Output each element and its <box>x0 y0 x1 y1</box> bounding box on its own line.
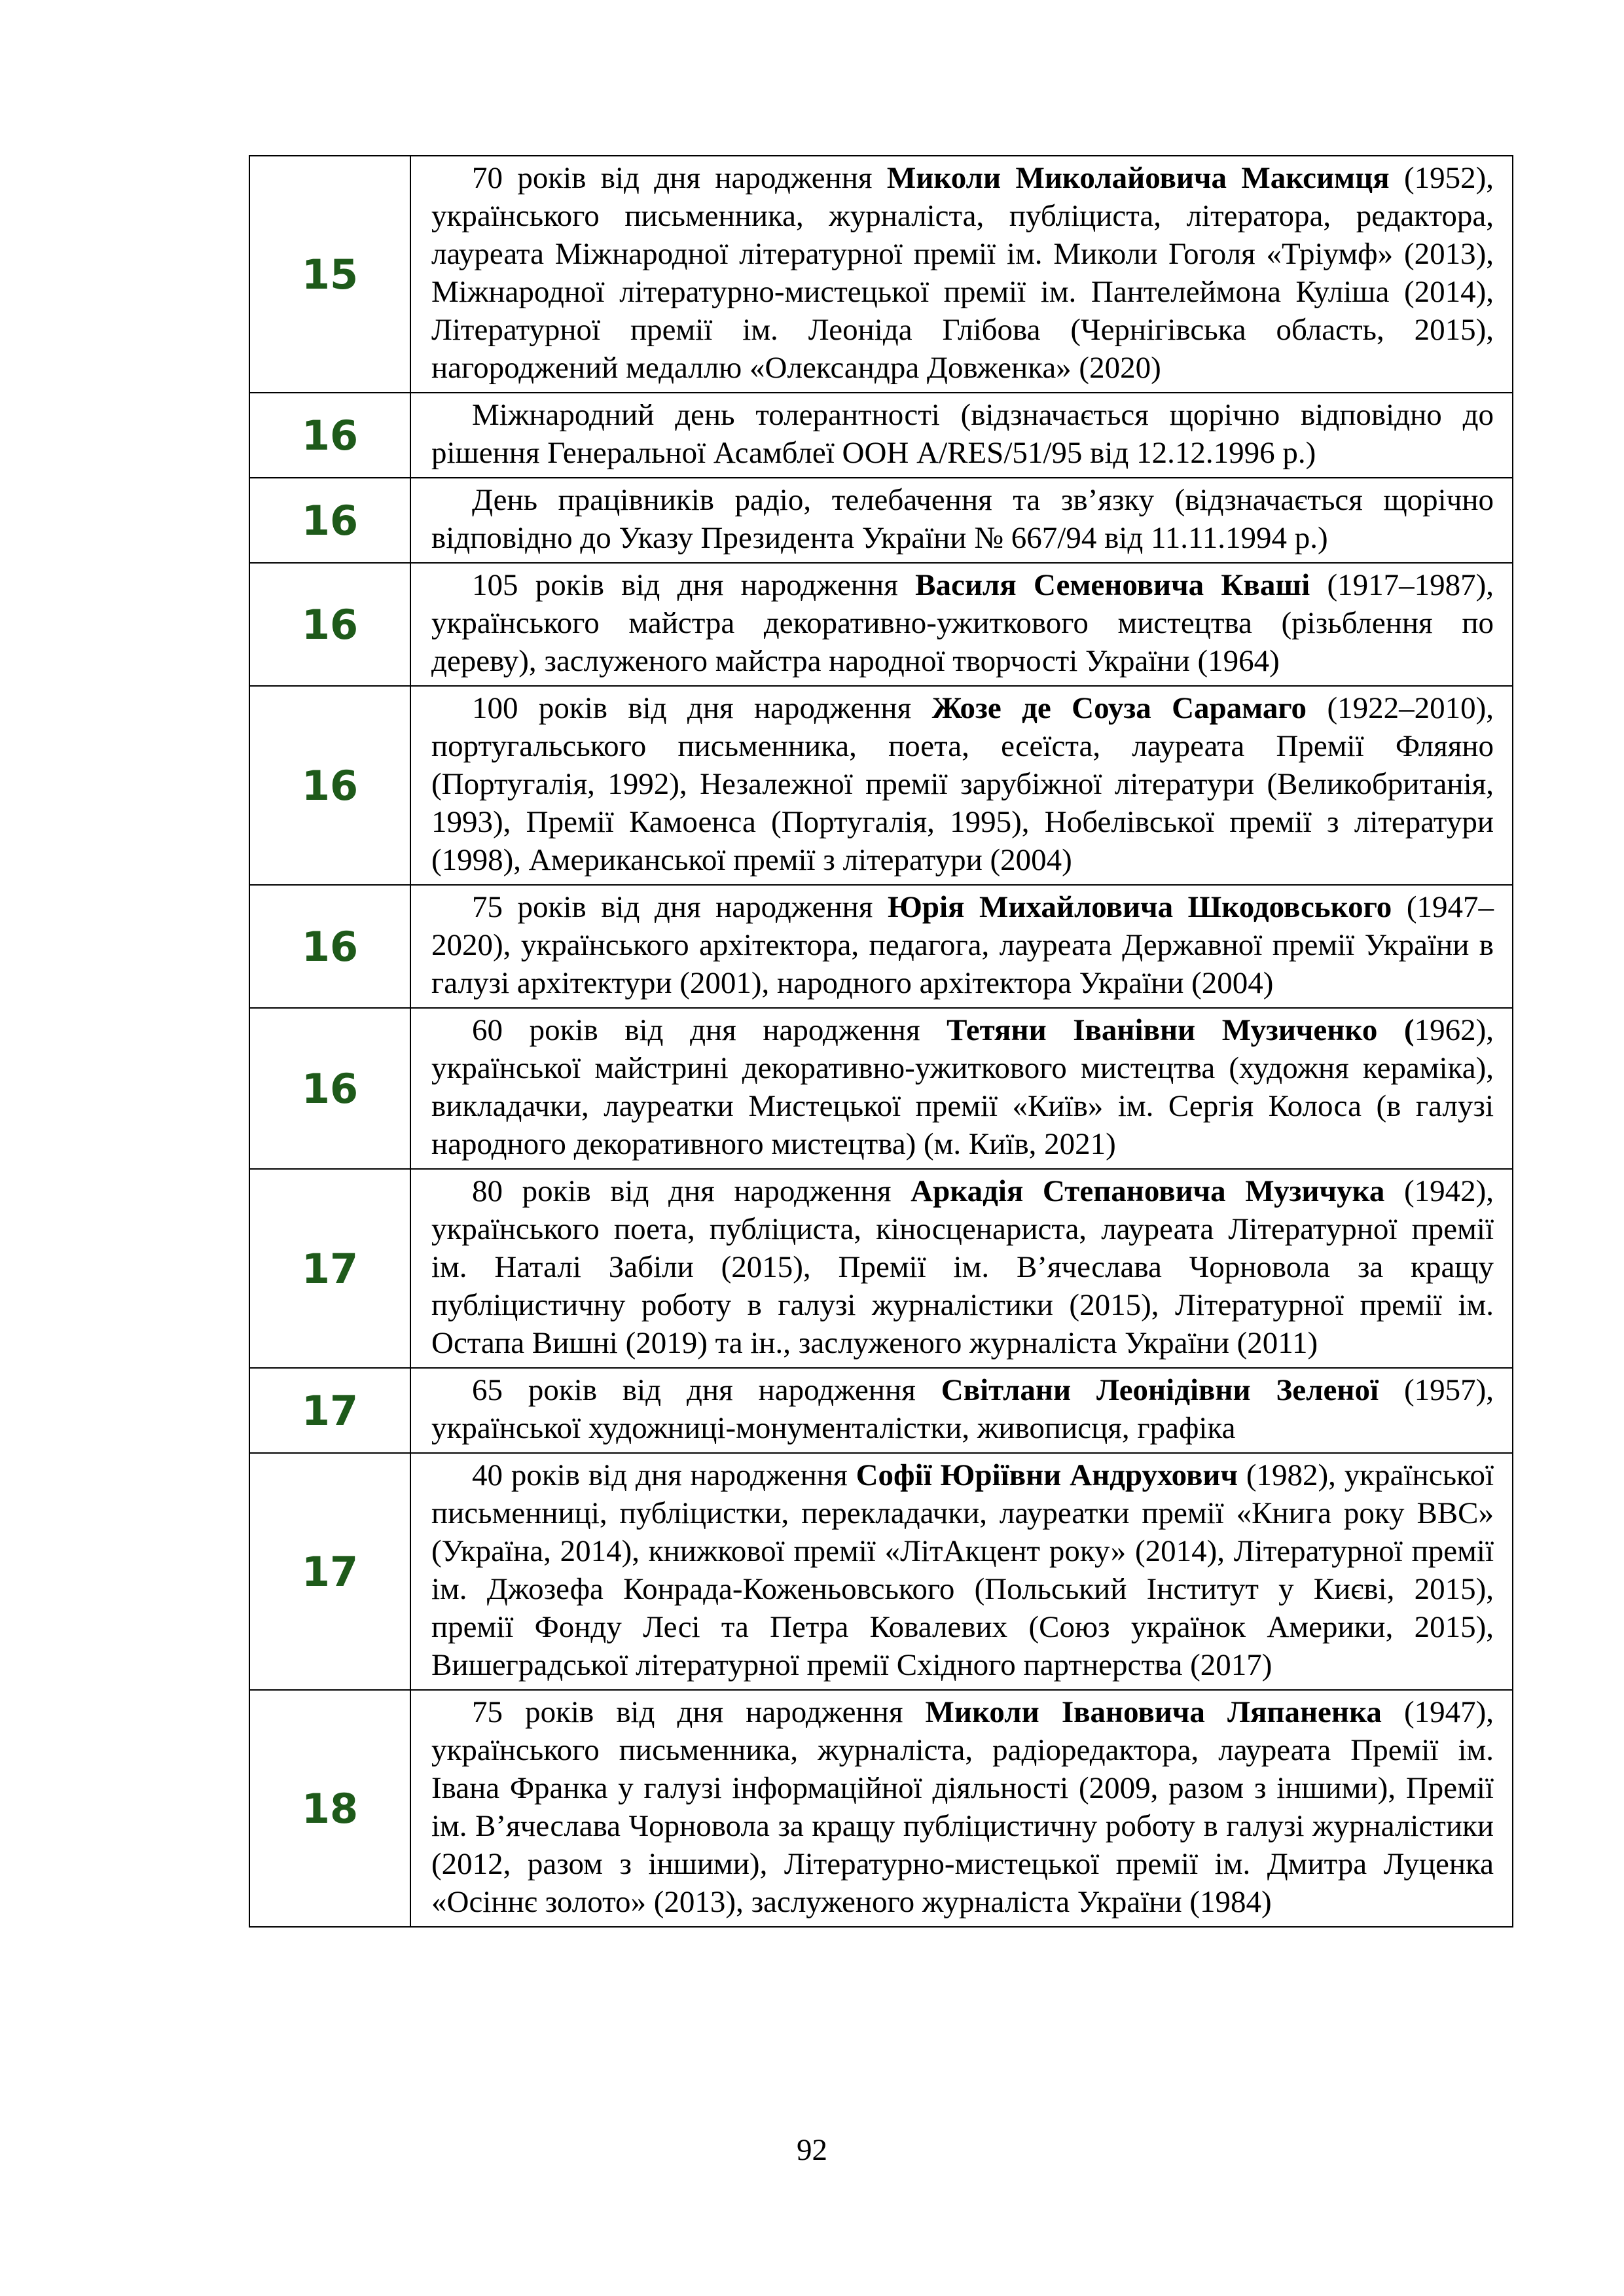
event-description <box>431 1693 1494 1921</box>
event-description-cell <box>410 563 1513 686</box>
event-suffix: (1942), українського поета, публіциста, кіносценариста, лауреата Літературної премії ім. Наталі Забіли (2015), Премії ім. В’ячеслава Чорновола за кращу публіцистичну роботу в галузі журналістики (2015), Літературної премії ім. Остапа Вишні (2019) та ін., заслуженого журналіста України (2011) <box>431 1174 1494 1360</box>
date-cell: 16 <box>249 1008 410 1169</box>
event-description-cell <box>410 393 1513 478</box>
person-name: Василя Семеновича Кваші <box>915 568 1310 602</box>
person-name: Юрія Михайловича Шкодовського <box>887 890 1392 924</box>
event-description-cell <box>410 1453 1513 1690</box>
table-row <box>249 686 1513 885</box>
event-prefix: 75 років від дня народження <box>472 1695 926 1729</box>
date-cell: 15 <box>249 156 410 393</box>
event-description-cell <box>410 1169 1513 1368</box>
date-cell: 17 <box>249 1453 410 1690</box>
table-row <box>249 563 1513 686</box>
event-suffix: (1982), української письменниці, публіцистки, перекладачки, лауреатки премії «Книга року BBC» (Україна, 2014), книжкової премії «ЛітАкцент року» (2014), Літературної премії ім. Джозефа Конрада-Коженьовського (Польський Інститут у Києві, 2015), премії Фонду Лесі та Петра Ковалевих (Союз українок Америки, 2015), Вишеградської літературної премії Східного партнерства (2017) <box>431 1458 1494 1682</box>
event-description <box>431 1172 1494 1362</box>
event-prefix: 80 років від дня народження <box>472 1174 911 1208</box>
event-description <box>431 1456 1494 1684</box>
person-name: Жозе де Соуза Сарамаго <box>931 691 1307 725</box>
event-description-cell <box>410 1368 1513 1453</box>
event-description <box>431 1011 1494 1163</box>
event-suffix: (1922–2010), португальського письменника, поета, есеїста, лауреата Премії Фляяно (Португалія, 1992), Незалежної премії зарубіжної літератури (Великобританія, 1993), Премії Камоенса (Португалія, 1995), Нобелівської премії з літератури (1998), Американської премії з літератури (2004) <box>431 691 1494 877</box>
event-prefix: Міжнародний день толерантності (відзначається щорічно відповідно до рішення Генеральної Асамблеї ООН A/RES/51/95 від 12.12.1996 р.) <box>431 398 1494 470</box>
date-cell: 16 <box>249 478 410 563</box>
table-row <box>249 1368 1513 1453</box>
event-suffix: (1917–1987), українського майстра декоративно-ужиткового мистецтва (різьблення по дереву), заслуженого майстра народної творчості України (1964) <box>431 568 1494 678</box>
event-description <box>431 888 1494 1002</box>
event-description-cell <box>410 156 1513 393</box>
person-name: Світлани Леонідівни Зеленої <box>941 1373 1379 1407</box>
date-cell: 16 <box>249 563 410 686</box>
event-description-cell <box>410 478 1513 563</box>
table-row <box>249 1690 1513 1927</box>
event-description <box>431 689 1494 879</box>
table-row <box>249 1169 1513 1368</box>
table-row <box>249 393 1513 478</box>
person-name: Миколи Миколайовича Максимця <box>886 161 1390 195</box>
event-description <box>431 396 1494 472</box>
event-description-cell <box>410 1690 1513 1927</box>
table-row <box>249 156 1513 393</box>
date-cell: 16 <box>249 393 410 478</box>
person-name: Тетяни Іванівни Музиченко ( <box>947 1013 1415 1047</box>
event-description-cell <box>410 1008 1513 1169</box>
event-prefix: 75 років від дня народження <box>472 890 888 924</box>
event-description <box>431 481 1494 557</box>
event-suffix: 1962), української майстрині декоративно-ужиткового мистецтва (художня кераміка), викладачки, лауреатки Мистецької премії «Київ» ім. Сергія Колоса (в галузі народного декоративного мистецтва) (м. Київ, 2021) <box>431 1013 1494 1161</box>
event-description-cell <box>410 686 1513 885</box>
date-cell: 16 <box>249 686 410 885</box>
date-cell: 17 <box>249 1169 410 1368</box>
table-row <box>249 1008 1513 1169</box>
event-prefix: День працівників радіо, телебачення та зв’язку (відзначається щорічно відповідно до Указу Президента України № 667/94 від 11.11.1994 р.) <box>431 483 1494 555</box>
table-row <box>249 1453 1513 1690</box>
event-prefix: 40 років від дня народження <box>472 1458 856 1492</box>
date-cell: 16 <box>249 885 410 1008</box>
date-cell: 18 <box>249 1690 410 1927</box>
calendar-table-body <box>249 156 1513 1927</box>
person-name: Аркадія Степановича Музичука <box>911 1174 1385 1208</box>
page-number: 92 <box>797 2133 827 2167</box>
event-suffix: (1952), українського письменника, журналіста, публіциста, літератора, редактора, лауреата Міжнародної літературної премії ім. Миколи Гоголя «Тріумф» (2013), Міжнародної літературно-мистецької премії ім. Пантелеймона Куліша (2014), Літературної премії ім. Леоніда Глібова (Чернігівська область, 2015), нагороджений медаллю «Олександра Довженка» (2020) <box>431 161 1494 385</box>
event-description <box>431 159 1494 387</box>
table-row <box>249 478 1513 563</box>
event-suffix: (1947), українського письменника, журналіста, радіоредактора, лауреата Премії ім. Івана Франка у галузі інформаційної діяльності (2009, разом з іншими), Премії ім. В’ячеслава Чорновола за кращу публіцистичну роботу в галузі журналістики (2012, разом з іншими), Літературно-мистецької премії ім. Дмитра Луценка «Осіннє золото» (2013), заслуженого журналіста України (1984) <box>431 1695 1494 1919</box>
table-row <box>249 885 1513 1008</box>
event-suffix: (1957), української художниці-монументалістки, живописця, графіка <box>431 1373 1494 1445</box>
person-name: Миколи Івановича Ляпаненка <box>925 1695 1382 1729</box>
date-cell: 17 <box>249 1368 410 1453</box>
person-name: Софії Юріївни Андрухович <box>856 1458 1238 1492</box>
calendar-table <box>249 155 1513 1928</box>
event-suffix: (1947–2020), українського архітектора, педагога, лауреата Державної премії України в галузі архітектури (2001), народного архітектора України (2004) <box>431 890 1494 1000</box>
event-prefix: 65 років від дня народження <box>472 1373 941 1407</box>
event-prefix: 60 років від дня народження <box>472 1013 947 1047</box>
event-prefix: 105 років від дня народження <box>472 568 916 602</box>
event-description-cell <box>410 885 1513 1008</box>
event-prefix: 70 років від дня народження <box>472 161 887 195</box>
event-description <box>431 1371 1494 1447</box>
event-prefix: 100 років від дня народження <box>472 691 932 725</box>
event-description <box>431 566 1494 680</box>
